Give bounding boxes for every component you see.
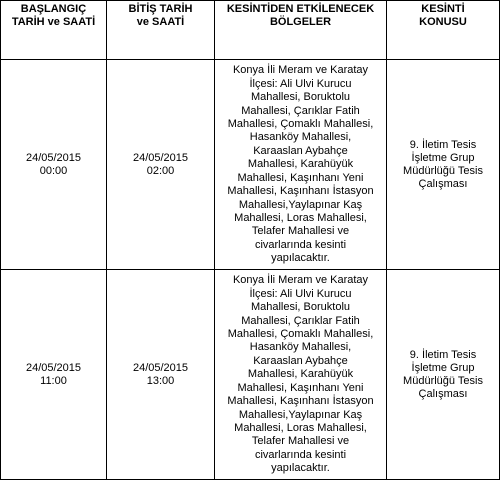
header-regions-line-1: KESİNTİDEN ETKİLENECEK (226, 3, 375, 15)
affected-regions-cell (215, 270, 387, 480)
affected-regions-cell-line: Mahallesi, Çarıklar Fatih (241, 104, 360, 117)
affected-regions-cell-line: yapılacaktır. (271, 252, 330, 265)
start-datetime-cell-line: 24/05/2015 (25, 151, 82, 164)
affected-regions-cell-line: Mahallesi, Boruktolu (250, 301, 351, 314)
header-start-line-1: BAŞLANGIÇ (20, 3, 87, 15)
header-start-datetime (1, 1, 107, 60)
affected-regions-cell-line: Mahallesi, Kaşınhanı Yeni (237, 171, 364, 184)
table-row (1, 60, 500, 270)
affected-regions-cell-line: Mahallesi, Boruktolu (250, 91, 351, 104)
header-subject-line-2: KONUSU (419, 16, 467, 28)
header-subject-line-1: KESİNTİ (421, 3, 465, 15)
affected-regions-cell-line: Hasanköy Mahallesi, (249, 341, 352, 354)
end-datetime-cell (107, 270, 215, 480)
outage-subject-cell-line: Çalışması (418, 387, 468, 400)
affected-regions-cell-line: Mahallesi, Çarıklar Fatih (241, 314, 360, 327)
header-end-datetime (107, 1, 215, 60)
header-end-line-1: BİTİŞ TARİH (128, 3, 193, 15)
table-row (1, 270, 500, 480)
start-datetime-cell-line: 24/05/2015 (25, 361, 82, 374)
header-outage-subject (387, 1, 500, 60)
affected-regions-cell-line: İlçesi: Ali Ulvi Kurucu (249, 77, 352, 90)
end-datetime-cell-line: 24/05/2015 (132, 361, 189, 374)
outage-subject-cell (387, 270, 500, 480)
affected-regions-cell-line: Karaaslan Aybahçe (253, 144, 348, 157)
end-datetime-cell-line: 13:00 (146, 374, 175, 387)
outage-subject-cell (387, 60, 500, 270)
affected-regions-cell-line: Karaaslan Aybahçe (253, 354, 348, 367)
table-body (1, 60, 500, 480)
start-datetime-cell (1, 60, 107, 270)
outage-subject-cell-line: 9. İletim Tesis (409, 138, 477, 151)
start-datetime-cell-line: 00:00 (39, 164, 68, 177)
affected-regions-cell-line: Mahallesi, Kaşınhanı Yeni (237, 381, 364, 394)
affected-regions-cell-line: Hasanköy Mahallesi, (249, 131, 352, 144)
affected-regions-cell-line: Konya İli Meram ve Karatay (232, 274, 369, 287)
affected-regions-cell-line: Mahallesi, Loras Mahallesi, (234, 211, 367, 224)
affected-regions-cell-line: Mahallesi, Kaşınhanı İstasyon (227, 185, 374, 198)
header-start-line-2: TARİH ve SAATİ (11, 16, 96, 28)
outage-subject-cell-line: 9. İletim Tesis (409, 348, 477, 361)
end-datetime-cell-line: 24/05/2015 (132, 151, 189, 164)
end-datetime-cell (107, 60, 215, 270)
affected-regions-cell-line: yapılacaktır. (271, 462, 330, 475)
header-affected-regions (215, 1, 387, 60)
outage-subject-cell-line: Çalışması (418, 177, 468, 190)
affected-regions-cell-line: civarlarında kesinti (254, 238, 347, 251)
end-datetime-cell-line: 02:00 (146, 164, 175, 177)
affected-regions-cell-line: civarlarında kesinti (254, 448, 347, 461)
outage-subject-cell-line: Müdürlüğü Tesis (403, 164, 483, 177)
affected-regions-cell-line: Mahallesi, Çomaklı Mahallesi, (227, 118, 374, 131)
affected-regions-cell-line: Telafer Mahallesi ve (251, 435, 350, 448)
outage-subject-cell-line: İşletme Grup (411, 151, 475, 164)
header-regions-line-2: BÖLGELER (269, 16, 332, 28)
affected-regions-cell-line: Mahallesi, Karahüyük (247, 368, 354, 381)
affected-regions-cell-line: Telafer Mahallesi ve (251, 225, 350, 238)
header-row (1, 1, 500, 60)
outage-subject-cell-line: İşletme Grup (411, 361, 475, 374)
outage-subject-cell-line: Müdürlüğü Tesis (403, 374, 483, 387)
affected-regions-cell-line: Mahallesi, Kaşınhanı İstasyon (227, 395, 374, 408)
affected-regions-cell (215, 60, 387, 270)
header-end-line-2: ve SAATİ (136, 16, 185, 28)
affected-regions-cell-line: Mahallesi,Yaylapınar Kaş (238, 198, 363, 211)
affected-regions-cell-line: Konya İli Meram ve Karatay (232, 64, 369, 77)
affected-regions-cell-line: Mahallesi, Çomaklı Mahallesi, (227, 328, 374, 341)
affected-regions-cell-line: İlçesi: Ali Ulvi Kurucu (249, 287, 352, 300)
start-datetime-cell-line: 11:00 (40, 374, 67, 387)
start-datetime-cell (1, 270, 107, 480)
affected-regions-cell-line: Mahallesi, Karahüyük (247, 158, 354, 171)
affected-regions-cell-line: Mahallesi, Loras Mahallesi, (234, 421, 367, 434)
affected-regions-cell-line: Mahallesi,Yaylapınar Kaş (238, 408, 363, 421)
